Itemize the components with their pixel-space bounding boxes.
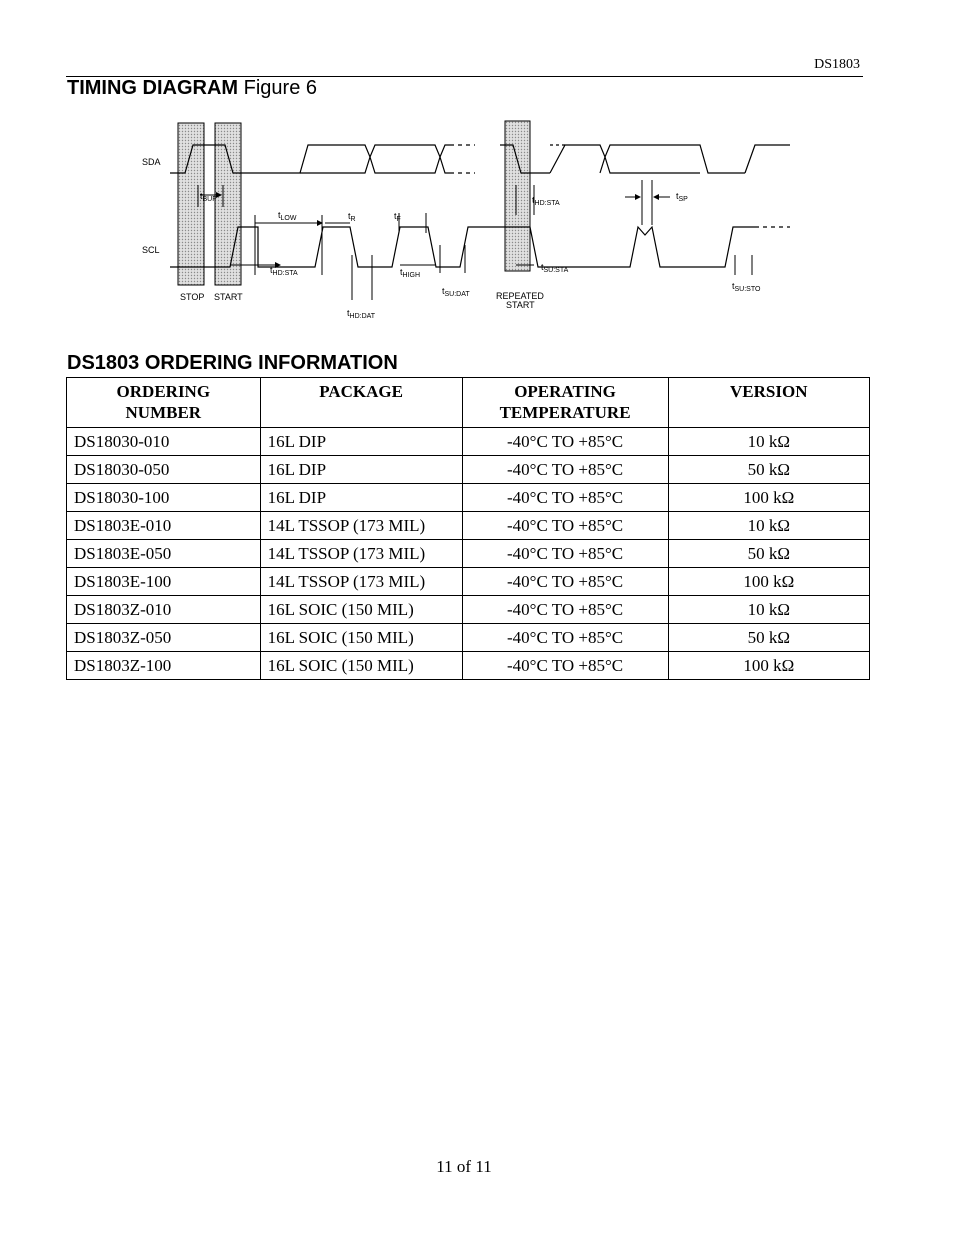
scl-label: SCL [142,245,160,255]
t-su-sto-label: $t_{SU:STO}$ [732,281,761,293]
start-condition-band [215,123,241,285]
ordering-table [66,377,870,680]
header-package: PACKAGE [260,378,462,428]
ordering-number: DS18030-100 [67,484,261,512]
sda-waveform [170,145,790,173]
table-row [67,596,870,624]
timing-diagram [130,115,800,330]
scl-waveform [170,227,790,267]
ordering-number: DS1803E-050 [67,540,261,568]
header-version: VERSION [668,378,869,428]
page-number: 11 of 11 [436,1157,492,1176]
package: 14L TSSOP (173 MIL) [260,540,462,568]
version: 10 kΩ [668,512,869,540]
t-low-label: $t_{LOW}$ [278,210,297,222]
package: 16L SOIC (150 MIL) [260,596,462,624]
ordering-number: DS18030-010 [67,428,261,456]
version: 100 kΩ [668,568,869,596]
t-buf-label: $t_{BUF}$ [200,191,217,203]
t-sp-label: $t_{SP}$ [676,191,688,203]
table-row [67,540,870,568]
t-rise-label: $t_R$ [348,211,356,223]
t-su-dat-label: $t_{SU:DAT}$ [442,286,470,298]
timing-markers [198,180,752,300]
version: 10 kΩ [668,596,869,624]
t-su-sta-label: $t_{SU:STA}$ [541,262,569,274]
operating-temperature: -40°C TO +85°C [462,568,668,596]
repeated-start-label-2: START [506,300,535,310]
version: 50 kΩ [668,540,869,568]
table-row [67,428,870,456]
t-fall-label: $t_F$ [394,211,401,223]
table-row [67,568,870,596]
ordering-number: DS1803Z-050 [67,624,261,652]
t-hd-sta-2-label: $t_{HD:STA}$ [532,195,560,207]
timing-title-figure: Figure 6 [238,77,318,99]
package: 16L SOIC (150 MIL) [260,624,462,652]
package: 16L DIP [260,428,462,456]
package: 16L SOIC (150 MIL) [260,652,462,680]
stop-label: STOP [180,292,205,302]
ordering-number: DS1803Z-100 [67,652,261,680]
table-row [67,484,870,512]
table-row [67,512,870,540]
package: 16L DIP [260,484,462,512]
stop-condition-band [178,123,204,285]
ordering-number: DS18030-050 [67,456,261,484]
operating-temperature: -40°C TO +85°C [462,484,668,512]
operating-temperature: -40°C TO +85°C [462,512,668,540]
ordering-number: DS1803Z-010 [67,596,261,624]
version: 100 kΩ [668,484,869,512]
operating-temperature: -40°C TO +85°C [462,456,668,484]
version: 100 kΩ [668,652,869,680]
ordering-information-title: DS1803 ORDERING INFORMATION [67,352,398,374]
sda-label: SDA [142,157,161,167]
operating-temperature: -40°C TO +85°C [462,540,668,568]
document-id: DS1803 [814,57,860,72]
package: 14L TSSOP (173 MIL) [260,512,462,540]
operating-temperature: -40°C TO +85°C [462,596,668,624]
timing-title-bold: TIMING DIAGRAM [67,77,239,99]
start-label: START [214,292,243,302]
t-hd-sta-label: $t_{HD:STA}$ [270,265,298,277]
ordering-number: DS1803E-100 [67,568,261,596]
header-operating-temperature: OPERATING TEMPERATURE [462,378,668,428]
ordering-number: DS1803E-010 [67,512,261,540]
repeated-start-band [505,121,530,271]
t-hd-dat-label: $t_{HD:DAT}$ [347,308,376,320]
operating-temperature: -40°C TO +85°C [462,652,668,680]
version: 10 kΩ [668,428,869,456]
package: 16L DIP [260,456,462,484]
table-row [67,652,870,680]
operating-temperature: -40°C TO +85°C [462,624,668,652]
version: 50 kΩ [668,624,869,652]
package: 14L TSSOP (173 MIL) [260,568,462,596]
t-high-label: $t_{HIGH}$ [400,267,421,279]
table-header-row [67,378,870,428]
repeated-start-label-1: REPEATED [496,291,544,301]
table-row [67,624,870,652]
table-row [67,456,870,484]
version: 50 kΩ [668,456,869,484]
operating-temperature: -40°C TO +85°C [462,428,668,456]
header-ordering-number: ORDERING NUMBER [67,378,261,428]
timing-diagram-title [67,77,317,100]
